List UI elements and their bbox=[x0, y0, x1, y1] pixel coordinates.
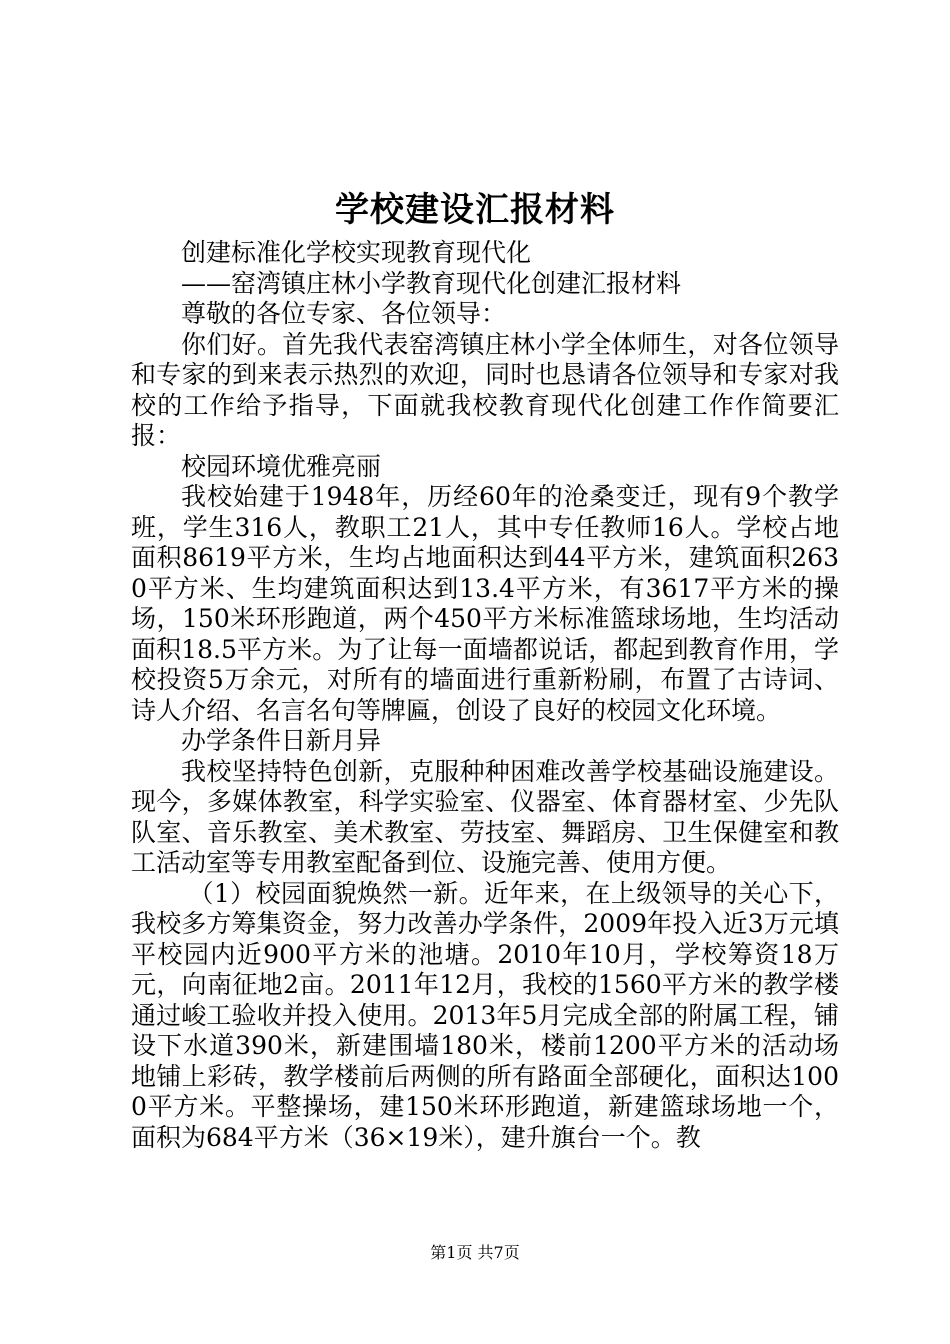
item-1-paragraph: （1）校园面貌焕然一新。近年来，在上级领导的关心下，我校多方筹集资金，努力改善办学条件，2009年投入近3万元填平校园内近900平方米的池塘。2010年10月，学校筹资18万元，向南征地2亩。2011年12月，我校的1560平方米的教学楼通过峻工验收并投入使用。2013年5月完成全部的附属工程，铺设下水道390米，新建围墙180米，楼前1200平方米的活动场地铺上彩砖，教学楼前后两侧的所有路面全部硬化，面积达1000平方米。平整操场，建150米环形跑道，新建篮球场地一个，面积为684平方米（36×19米），建升旗台一个。教 bbox=[131, 878, 839, 1152]
document-title: 学校建设汇报材料 bbox=[335, 190, 615, 230]
campus-paragraph: 我校始建于1948年，历经60年的沧桑变迁，现有9个教学班，学生316人，教职工21人，其中专任教师16人。学校占地面积8619平方米，生均占地面积达到44平方米，建筑面积2630平方米、生均建筑面积达到13.4平方米，有3617平方米的操场，150米环形跑道，两个450平方米标准篮球场地，生均活动面积18.5平方米。为了让每一面墙都说话，都起到教育作用，学校投资5万余元，对所有的墙面进行重新粉刷，布置了古诗词、诗人介绍、名言名句等牌匾，创设了良好的校园文化环境。 bbox=[131, 482, 839, 725]
page-footer: 第1页 共7页 bbox=[430, 1243, 520, 1262]
salutation: 尊敬的各位专家、各位领导： bbox=[181, 299, 507, 328]
section-heading-conditions: 办学条件日新月异 bbox=[181, 726, 382, 755]
document-body bbox=[131, 238, 839, 1153]
subtitle-subline: ——窑湾镇庄林小学教育现代化创建汇报材料 bbox=[181, 268, 682, 298]
conditions-paragraph: 我校坚持特色创新，克服种种困难改善学校基础设施建设。现今，多媒体教室，科学实验室、仪器室、体育器材室、少先队队室、音乐教室、美术教室、劳技室、舞蹈房、卫生保健室和教工活动室等专用教室配备到位、设施完善、使用方便。 bbox=[131, 756, 839, 877]
subtitle-line: 创建标准化学校实现教育现代化 bbox=[181, 238, 532, 267]
intro-paragraph: 你们好。首先我代表窑湾镇庄林小学全体师生，对各位领导和专家的到来表示热烈的欢迎，同时也恳请各位领导和专家对我校的工作给予指导，下面就我校教育现代化创建工作作简要汇报： bbox=[131, 329, 839, 450]
section-heading-campus: 校园环境优雅亮丽 bbox=[181, 451, 382, 481]
